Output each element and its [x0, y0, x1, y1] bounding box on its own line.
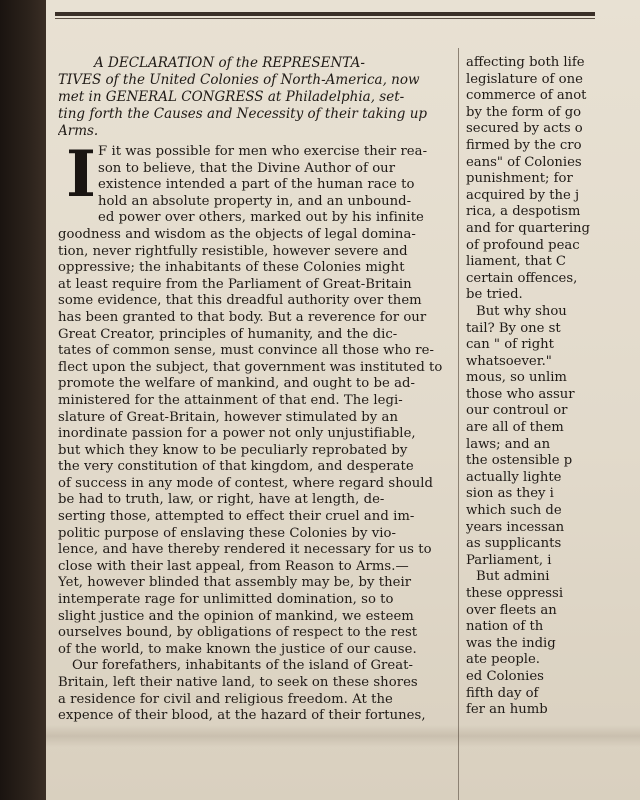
text-line: actually lighte [466, 469, 562, 485]
text-line: promote the welfare of mankind, and ought to be ad- [58, 376, 415, 392]
text-line: oppressive; the inhabitants of these Colonies might [58, 260, 405, 276]
dropcap-lines [58, 137, 453, 212]
text-line: the ostensible p [466, 453, 573, 469]
text-line: tion, never rightfully resistible, however severe and [58, 243, 408, 259]
text-line: tates of common sense, must convince all those who re- [58, 343, 434, 359]
text-line: which such de [466, 503, 562, 519]
heading-line: A DECLARATION of the REPRESENTA- [94, 55, 365, 71]
column-divider [458, 48, 459, 800]
text-line: was the indig [466, 635, 556, 651]
text-line: hold an absolute property in, and an unbound- [98, 193, 412, 209]
text-line: but which they know to be peculiarly reprobated by [58, 442, 408, 458]
text-line: of profound peac [466, 237, 580, 253]
text-line: of the world, to make known the justice of our cause. [58, 641, 417, 657]
text-line: eans" of Colonies [466, 154, 582, 170]
text-line: ed Colonies [466, 668, 544, 684]
text-line: over fleets an [466, 602, 557, 618]
text-line: punishment; for [466, 171, 573, 187]
text-line: at least require from the Parliament of Great-Britain [58, 276, 412, 292]
text-line: slight justice and the opinion of mankind, we esteem [58, 608, 414, 624]
text-line: can " of right [466, 337, 554, 353]
heading-line: ting forth the Causes and Necessity of their taking up [58, 106, 428, 122]
heading-line: TIVES of the United Colonies of North-America, now [58, 72, 420, 88]
opening-paragraph [58, 137, 453, 725]
text-line: firmed by the cro [466, 137, 582, 153]
text-line: rica, a despotism [466, 204, 581, 220]
text-line: existence intended a part of the human race to [98, 177, 415, 193]
text-line: whatsoever." [466, 353, 552, 369]
text-line: Yet, however blinded that assembly may be, by their [58, 575, 412, 591]
text-line: be had to truth, law, or right, have at length, de- [58, 492, 385, 508]
text-line: ate people. [466, 652, 540, 668]
text-line: inordinate passion for a power not only unjustifiable, [58, 426, 416, 442]
text-line: mous, so unlim [466, 370, 567, 386]
text-line: affecting both life [466, 55, 585, 70]
text-line: tail? By one st [466, 320, 561, 336]
text-line: of success in any mode of contest, where regard should [58, 475, 434, 491]
text-line: politic purpose of enslaving these Colonies by vio- [58, 525, 396, 541]
text-line: nation of th [466, 619, 544, 635]
text-line: Parliament, i [466, 552, 552, 568]
body-lines [58, 210, 453, 724]
text-line: liament, that C [466, 254, 567, 270]
text-line: fifth day of [466, 685, 539, 701]
text-line: flect upon the subject, that government was instituted to [58, 359, 443, 375]
text-line: son to believe, that the Divine Author of our [98, 160, 396, 176]
text-line: sion as they i [466, 486, 554, 502]
text-line: slature of Great-Britain, however stimulated by an [58, 409, 398, 425]
top-rule-thin [55, 18, 595, 19]
text-line: lence, and have thereby rendered it necessary for us to [58, 542, 432, 558]
text-line: Great Creator, principles of humanity, and the dic- [58, 326, 398, 342]
text-line: expence of their blood, at the hazard of their fortunes, [58, 708, 426, 724]
text-line: and for quartering [466, 220, 590, 236]
drop-cap: I [66, 137, 96, 212]
text-line: intemperate rage for unlimitted domination, so to [58, 592, 394, 608]
right-column [466, 55, 640, 800]
text-line: fer an humb [466, 702, 548, 718]
text-line: ed power over others, marked out by his infinite [98, 210, 424, 226]
text-line: as supplicants [466, 536, 562, 552]
declaration-heading [58, 55, 453, 140]
text-line: acquired by the j [466, 187, 580, 203]
text-line: a residence for civil and religious freedom. At the [58, 691, 393, 707]
binding-spine [0, 0, 46, 800]
main-column [58, 55, 453, 800]
text-line: goodness and wisdom as the objects of legal domina- [58, 226, 416, 242]
text-line: commerce of anot [466, 88, 587, 104]
text-line: laws; and an [466, 436, 551, 452]
text-line: F it was possible for men who exercise their rea- [98, 144, 428, 159]
text-line: serting those, attempted to effect their cruel and im- [58, 509, 415, 525]
top-rule [55, 12, 595, 16]
text-line: some evidence, that this dreadful authority over them [58, 293, 422, 309]
text-line: be tried. [466, 287, 523, 303]
text-line: ourselves bound, by obligations of respect to the rest [58, 625, 418, 641]
text-line: close with their last appeal, from Reason to Arms.— [58, 558, 409, 574]
text-line: legislature of one [466, 71, 583, 87]
text-line: Britain, left their native land, to seek on these shores [58, 675, 418, 690]
text-line: the very constitution of that kingdom, and desperate [58, 459, 414, 475]
text-line: are all of them [466, 420, 564, 436]
text-line: by the form of go [466, 104, 582, 120]
heading-line: met in GENERAL CONGRESS at Philadelphia, set- [58, 89, 405, 105]
text-line: Our forefathers, inhabitants of the island of Great- [72, 658, 414, 674]
text-line: years incessan [466, 519, 565, 535]
text-line: those who assur [466, 386, 575, 402]
text-line: certain offences, [466, 270, 578, 286]
text-line: has been granted to that body. But a reverence for our [58, 309, 427, 325]
text-line: our controul or [466, 403, 568, 419]
text-line: secured by acts o [466, 121, 583, 137]
text-line: ministered for the attainment of that end. The legi- [58, 392, 403, 408]
text-line: these oppressi [466, 586, 564, 601]
text-line: But why shou [476, 303, 567, 319]
heading-line: Arms. [58, 123, 99, 139]
text-line: But admini [476, 569, 550, 585]
